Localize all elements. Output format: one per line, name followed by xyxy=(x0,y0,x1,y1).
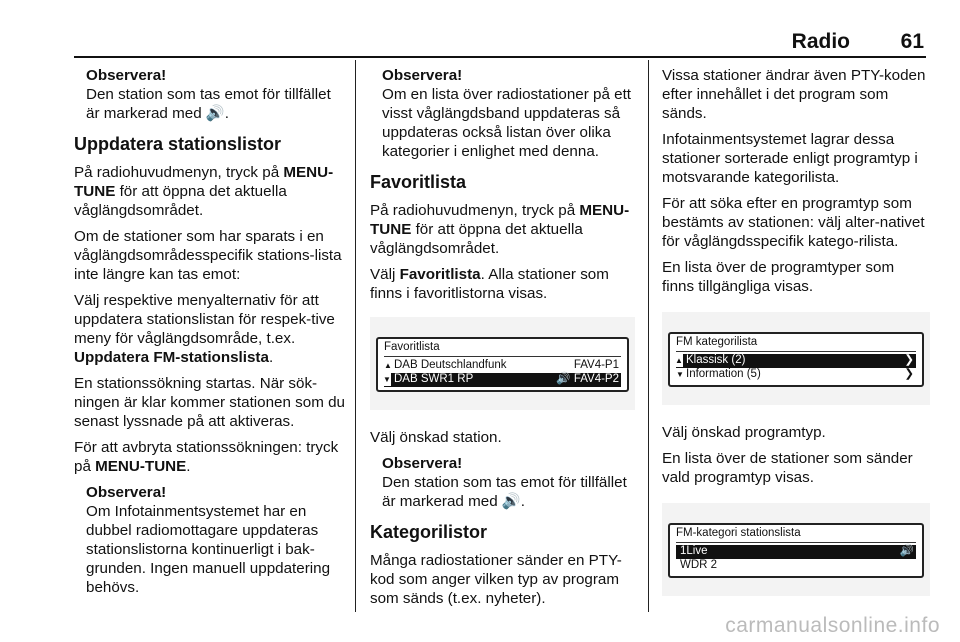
list-item: ▲ DAB Deutschlandfunk FAV4-P1 xyxy=(384,359,619,371)
column-2 xyxy=(370,66,635,615)
paragraph: För att söka efter en programtyp som bestämts av stationen: välj alter-nativet för våglängdsspecifik katego-rilista. xyxy=(662,195,925,250)
note-title: Observera! xyxy=(382,67,463,84)
panel-title: FM-kategori stationslista xyxy=(676,527,916,543)
display-panel xyxy=(668,523,924,578)
paragraph: Välj önskad programtyp. xyxy=(662,424,826,441)
list-item: WDR 2 xyxy=(680,559,718,571)
screen-figure-category-stations xyxy=(662,503,930,596)
chevron-right-icon: ❯ xyxy=(904,354,914,366)
note-title: Observera! xyxy=(86,67,167,84)
section-title: Radio xyxy=(791,30,850,53)
note-text: Om en lista över radiostationer på ett visst våglängdsband uppdateras så uppdateras också listan över olika kategorier i enlighet med denna. xyxy=(382,86,632,160)
paragraph: Vissa stationer ändrar även PTY-koden efter innehållet i det program som sänds. xyxy=(662,67,926,122)
menu-item-name: Favoritlista xyxy=(399,266,481,283)
arrow-up-icon: ▲ xyxy=(675,356,683,365)
paragraph: En lista över de programtyper som finns tillgängliga visas. xyxy=(662,259,895,295)
paragraph: På radiohuvudmenyn, tryck på MENU-TUNE för att öppna det aktuella våglängdsområdet. xyxy=(74,164,334,219)
key-menu-tune: MENU-TUNE xyxy=(74,164,334,200)
note-box xyxy=(370,66,635,161)
header-rule xyxy=(74,56,926,58)
note-text: Om Infotainmentsystemet har en dubbel radiomottagare uppdateras stationslistorna kontinuerligt i bak-grunden. Ingen manuell uppdatering behövs. xyxy=(86,503,331,596)
key-menu-tune: MENU-TUNE xyxy=(95,458,187,475)
paragraph: Många radiostationer sänder en PTY-kod som anger vilken typ av program som sänds (t.ex. nyheter). xyxy=(370,552,622,607)
column-divider xyxy=(648,60,649,612)
paragraph: Välj Favoritlista. Alla stationer som finns i favoritlistorna visas. xyxy=(370,266,609,302)
arrow-down-icon: ▼ xyxy=(676,370,684,379)
paragraph: En stationssökning startas. När sök-ningen är klar kommer stationen som du senast lyssnade på att aktiveras. xyxy=(74,375,345,430)
arrow-down-icon: ▼ xyxy=(383,375,391,384)
watermark: carmanualsonline.info xyxy=(725,614,940,637)
heading-favorites: Favoritlista xyxy=(370,172,467,192)
column-divider xyxy=(355,60,356,612)
speaker-icon: 🔊 xyxy=(205,105,225,122)
page-number: 61 xyxy=(900,30,924,53)
note-text: Den station som tas emot för tillfället är markerad med xyxy=(382,474,627,510)
column-1 xyxy=(74,66,348,605)
note-text: Den station som tas emot för tillfället är markerad med xyxy=(86,86,331,122)
paragraph: En lista över de stationer som sänder vald programtyp visas. xyxy=(662,450,913,486)
paragraph: Välj önskad station. xyxy=(370,429,502,446)
paragraph: För att avbryta stationssökningen: tryck på MENU-TUNE. xyxy=(74,439,339,475)
heading-update-station-lists: Uppdatera stationslistor xyxy=(74,134,282,154)
chevron-right-icon: ❯ xyxy=(904,368,914,380)
display-panel xyxy=(376,337,629,392)
screen-figure-favorites xyxy=(370,317,635,410)
speaker-icon: 🔊 xyxy=(899,545,914,557)
paragraph: Om de stationer som har sparats i en våglängdsområdesspecifik stations-lista inte längre kan tas emot: xyxy=(74,228,342,283)
list-item: ▼ Information (5) ❯ xyxy=(676,368,914,380)
screen-figure-category-list xyxy=(662,312,930,405)
key-menu-tune: MENU-TUNE xyxy=(370,202,630,238)
note-box: Observera! Den station som tas emot för tillfället är markerad med 🔊. xyxy=(74,66,348,123)
display-panel xyxy=(668,332,924,387)
paragraph: Infotainmentsystemet lagrar dessa stationer sorterade enligt programtyp i motsvarande kategorilista. xyxy=(662,131,918,186)
note-title: Observera! xyxy=(382,455,463,472)
list-item-selected: 1Live 🔊 xyxy=(676,545,916,559)
paragraph: På radiohuvudmenyn, tryck på MENU-TUNE för att öppna det aktuella våglängdsområdet. xyxy=(370,202,630,257)
heading-categories: Kategorilistor xyxy=(370,522,488,542)
arrow-up-icon: ▲ xyxy=(384,361,392,370)
panel-title: Favoritlista xyxy=(384,341,621,357)
column-3 xyxy=(662,66,930,614)
list-item-selected: ▼ DAB SWR1 RP 🔊 FAV4-P2 xyxy=(383,373,619,385)
speaker-icon: 🔊 xyxy=(556,373,571,385)
note-box: Observera! Den station som tas emot för tillfället är markerad med 🔊. xyxy=(370,454,635,511)
list-item-selected: ▲ Klassisk (2) ❯ xyxy=(675,354,914,366)
speaker-icon: 🔊 xyxy=(501,493,521,510)
note-box xyxy=(74,483,348,597)
menu-item-name: Uppdatera FM-stationslista xyxy=(74,349,269,366)
note-title: Observera! xyxy=(86,484,167,501)
panel-title: FM kategorilista xyxy=(676,336,916,352)
page-header xyxy=(0,30,960,54)
paragraph: Välj respektive menyalternativ för att uppdatera stationslistan för respek-tive meny för våglängdsområde, t.ex. Uppdatera FM-stationslista. xyxy=(74,292,335,366)
